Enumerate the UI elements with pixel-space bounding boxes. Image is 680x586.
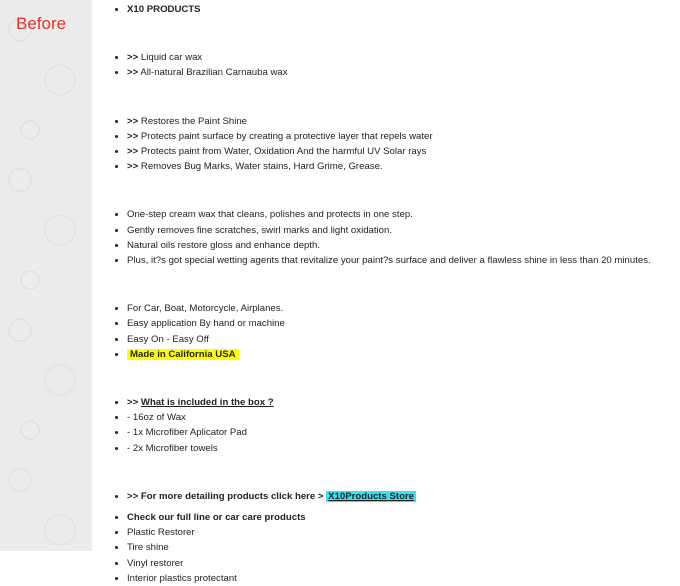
list-item: • >> Protects paint surface by creating a protective layer that repels water bbox=[127, 129, 680, 144]
decorative-background-panel bbox=[0, 0, 92, 551]
list-item: • Interior plastics protectant bbox=[127, 571, 680, 586]
list-item: • >> For more detailing products click here > X10Products Store bbox=[127, 489, 680, 504]
list-item: • >> Protects paint from Water, Oxidation And the harmful UV Solar rays bbox=[127, 144, 680, 159]
list-item: • - 16oz of Wax bbox=[127, 410, 680, 425]
store-link[interactable]: X10Products Store bbox=[328, 490, 415, 502]
list-item: • Easy On - Easy Off bbox=[127, 332, 680, 347]
title-list bbox=[92, 2, 680, 17]
section-product-line bbox=[92, 510, 680, 586]
list-item: • Easy application By hand or machine bbox=[127, 316, 680, 331]
section-box-contents bbox=[92, 395, 680, 456]
box-heading: What is included in the box ? bbox=[140, 397, 274, 409]
list-item: • - 1x Microfiber Aplicator Pad bbox=[127, 425, 680, 440]
product-title: • X10 PRODUCTS bbox=[127, 2, 680, 17]
list-item: • Check our full line or car care products bbox=[127, 510, 680, 525]
list-item: • >> What is included in the box ? bbox=[127, 395, 680, 410]
section-features-type bbox=[92, 50, 680, 80]
list-item: • Plastic Restorer bbox=[127, 525, 680, 540]
list-item: • - 2x Microfiber towels bbox=[127, 441, 680, 456]
section-description bbox=[92, 207, 680, 268]
list-item: • Plus, it?s got special wetting agents that revitalize your paint?s surface and deliver a flawless shine in less than 20 minutes. bbox=[127, 253, 680, 268]
section-usage bbox=[92, 301, 680, 362]
list-item: • Gently removes fine scratches, swirl marks and light oxidation. bbox=[127, 223, 680, 238]
section-benefits bbox=[92, 114, 680, 175]
section-more-products bbox=[92, 489, 680, 504]
list-item: • Tire shine bbox=[127, 540, 680, 555]
made-in-badge: Made in California USA bbox=[127, 349, 239, 360]
list-item: • >> Restores the Paint Shine bbox=[127, 114, 680, 129]
list-item: • Natural oils restore gloss and enhance depth. bbox=[127, 238, 680, 253]
product-description bbox=[92, 0, 680, 584]
list-item: • >> Liquid car wax bbox=[127, 50, 680, 65]
list-item: • >> Removes Bug Marks, Water stains, Hard Grime, Grease. bbox=[127, 159, 680, 174]
list-item: • >> All-natural Brazilian Carnauba wax bbox=[127, 65, 680, 80]
list-item bbox=[127, 347, 680, 362]
before-label: Before bbox=[16, 14, 67, 33]
list-item: • Vinyl restorer bbox=[127, 556, 680, 571]
list-item: • One-step cream wax that cleans, polishes and protects in one step. bbox=[127, 207, 680, 222]
list-item: • For Car, Boat, Motorcycle, Airplanes. bbox=[127, 301, 680, 316]
